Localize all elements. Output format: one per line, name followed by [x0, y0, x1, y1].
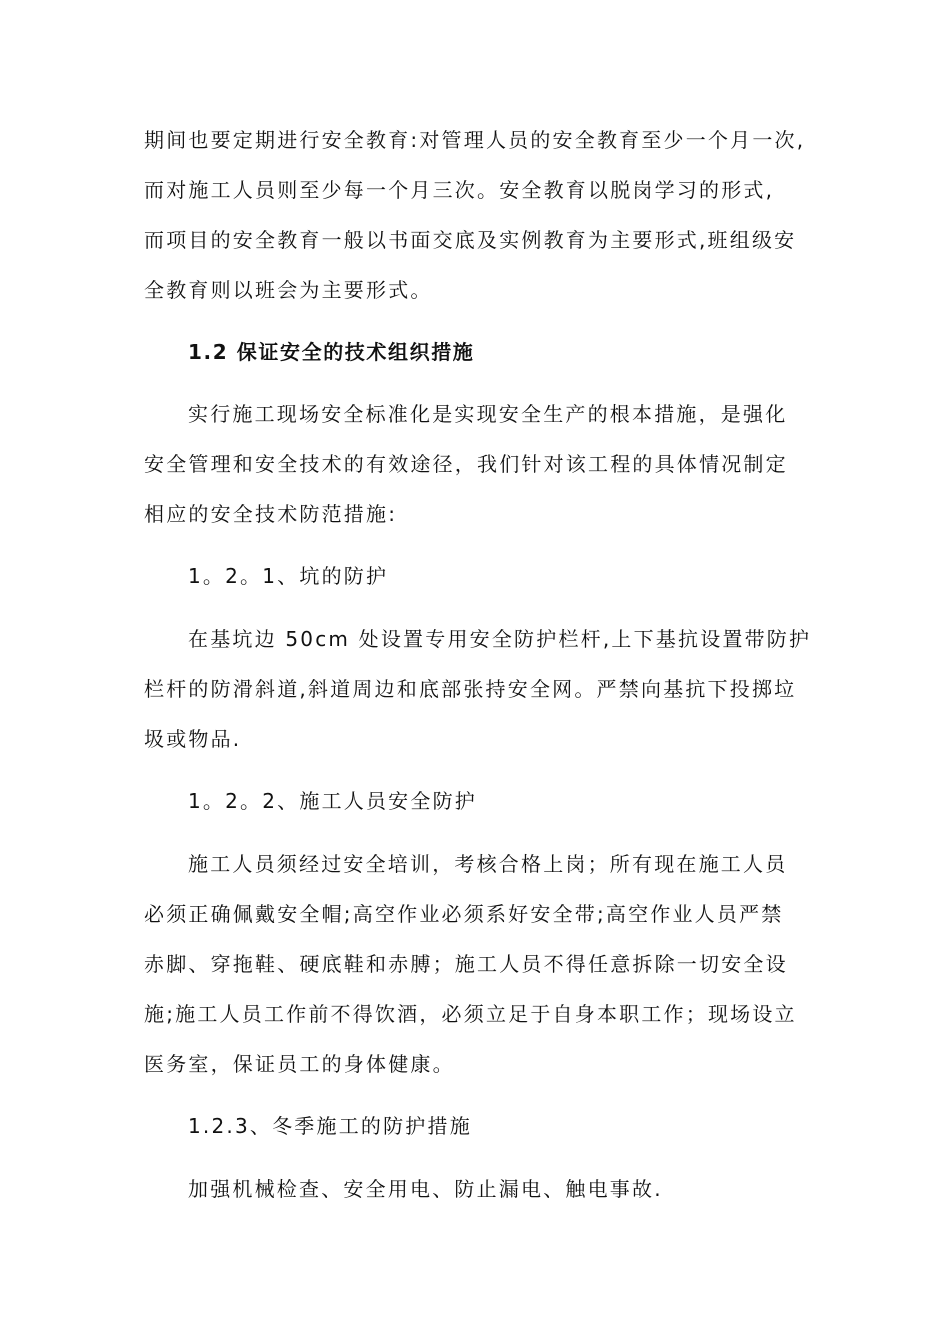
- section-heading-1-2-3: 1.2.3、冬季施工的防护措施: [188, 1114, 472, 1138]
- paragraph-line: 施;施工人员工作前不得饮酒，必须立足于自身本职工作；现场设立: [144, 1002, 797, 1026]
- paragraph-line: 而对施工人员则至少每一个月三次。安全教育以脱岗学习的形式,: [144, 178, 775, 202]
- paragraph-line: 必须正确佩戴安全帽;高空作业必须系好安全带;高空作业人员严禁: [144, 902, 784, 926]
- section-heading-1-2-2: 1。2。2、施工人员安全防护: [188, 789, 477, 813]
- section-heading-1-2: 1.2 保证安全的技术组织措施: [188, 340, 475, 364]
- paragraph-line: 安全管理和安全技术的有效途径，我们针对该工程的具体情况制定: [144, 452, 788, 476]
- paragraph-line: 赤脚、穿拖鞋、硬底鞋和赤膊；施工人员不得任意拆除一切安全设: [144, 952, 788, 976]
- paragraph-line: 在基坑边 50cm 处设置专用安全防护栏杆,上下基抗设置带防护: [188, 627, 812, 651]
- paragraph-line: 而项目的安全教育一般以书面交底及实例教育为主要形式,班组级安: [144, 228, 797, 252]
- section-heading-1-2-1: 1。2。1、坑的防护: [188, 564, 389, 588]
- paragraph-line: 相应的安全技术防范措施:: [144, 502, 398, 526]
- paragraph-line: 施工人员须经过安全培训，考核合格上岗；所有现在施工人员: [188, 852, 788, 876]
- paragraph-line: 实行施工现场安全标准化是实现安全生产的根本措施，是强化: [188, 402, 788, 426]
- paragraph-line: 栏杆的防滑斜道,斜道周边和底部张持安全网。严禁向基抗下投掷垃: [144, 677, 797, 701]
- paragraph-line: 期间也要定期进行安全教育:对管理人员的安全教育至少一个月一次,: [144, 128, 806, 152]
- paragraph-line: 加强机械检查、安全用电、防止漏电、触电事故.: [188, 1177, 663, 1201]
- paragraph-line: 全教育则以班会为主要形式。: [144, 278, 433, 302]
- paragraph-line: 医务室，保证员工的身体健康。: [144, 1052, 455, 1076]
- paragraph-line: 圾或物品.: [144, 727, 242, 751]
